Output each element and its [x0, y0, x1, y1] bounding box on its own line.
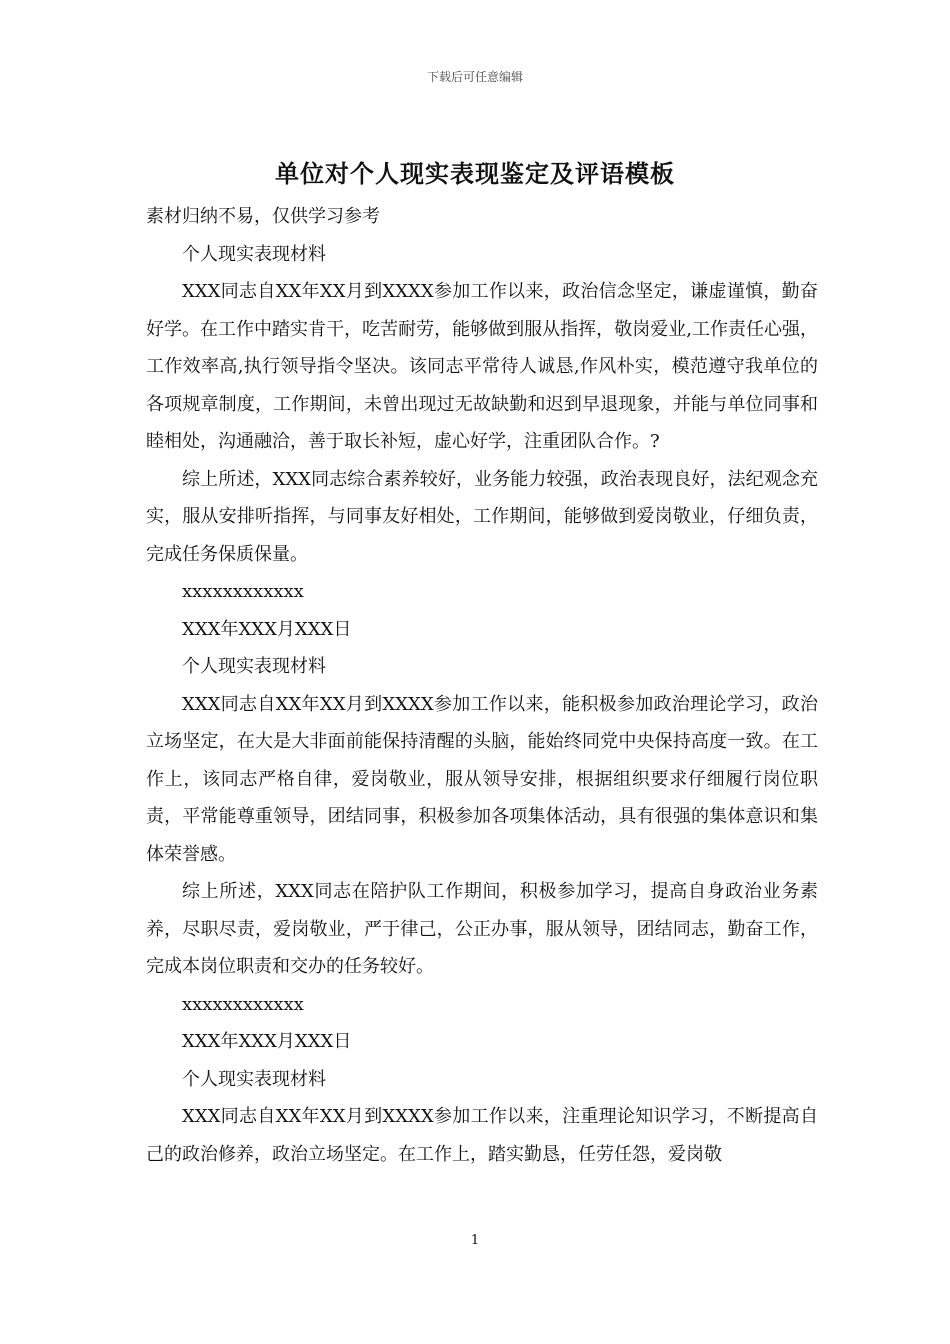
date-line: XXX年XXX月XXX日	[182, 618, 352, 640]
section-paragraph: 综上所述，XXX同志综合素养较好，业务能力较强，政治表现良好，法纪观念充实，服从安排听指挥，与同事友好相处，工作期间，能够做到爱岗敬业，仔细负责，完成任务保质保量。	[146, 468, 818, 565]
signature-line: xxxxxxxxxxxx	[182, 581, 304, 602]
section-heading: 个人现实表现材料	[182, 1068, 326, 1090]
document-body	[146, 198, 818, 1173]
signature-line: xxxxxxxxxxxx	[182, 993, 304, 1015]
section-paragraph: 综上所述，XXX同志在陪护队工作期间，积极参加学习，提高自身政治业务素养，尽职尽责，爱岗敬业，严于律己，公正办事，服从领导，团结同志，勤奋工作，完成本岗位职责和交办的任务较好。	[146, 881, 818, 977]
page-number: 1	[470, 1233, 480, 1248]
intro-line: 素材归纳不易，仅供学习参考	[146, 206, 380, 227]
section-paragraph: XXX同志自XX年XX月到XXXX参加工作以来，注重理论知识学习，不断提高自己的政治修养，政治立场坚定。在工作上，踏实勤恳，任劳任怨，爱岗敬	[146, 1106, 818, 1165]
section-paragraph: XXX同志自XX年XX月到XXXX参加工作以来，政治信念坚定，谦虚谨慎，勤奋好学。在工作中踏实肯干，吃苦耐劳，能够做到服从指挥，敬岗爱业,工作责任心强，工作效率高,执行领导指令坚决。该同志平常待人诚恳,作风朴实，模范遵守我单位的各项规章制度，工作期间，未曾出现过无故缺勤和迟到早退现象，并能与单位同事和睦相处，沟通融洽，善于取长补短，虚心好学，注重团队合作。?	[146, 281, 818, 452]
section-heading: 个人现实表现材料	[182, 656, 326, 677]
section-heading: 个人现实表现材料	[182, 243, 326, 265]
date-line: XXX年XXX月XXX日	[182, 1031, 352, 1052]
section-paragraph: XXX同志自XX年XX月到XXXX参加工作以来，能积极参加政治理论学习，政治立场坚定，在大是大非面前能保持清醒的头脑，能始终同党中央保持高度一致。在工作上，该同志严格自律，爱岗敬业，服从领导安排，根据组织要求仔细履行岗位职责，平常能尊重领导，团结同事，积极参加各项集体活动，具有很强的集体意识和集体荣誉感。	[146, 693, 818, 865]
page-header: 下载后可任意编辑	[426, 70, 523, 84]
document-title: 单位对个人现实表现鉴定及评语模板	[275, 159, 675, 188]
